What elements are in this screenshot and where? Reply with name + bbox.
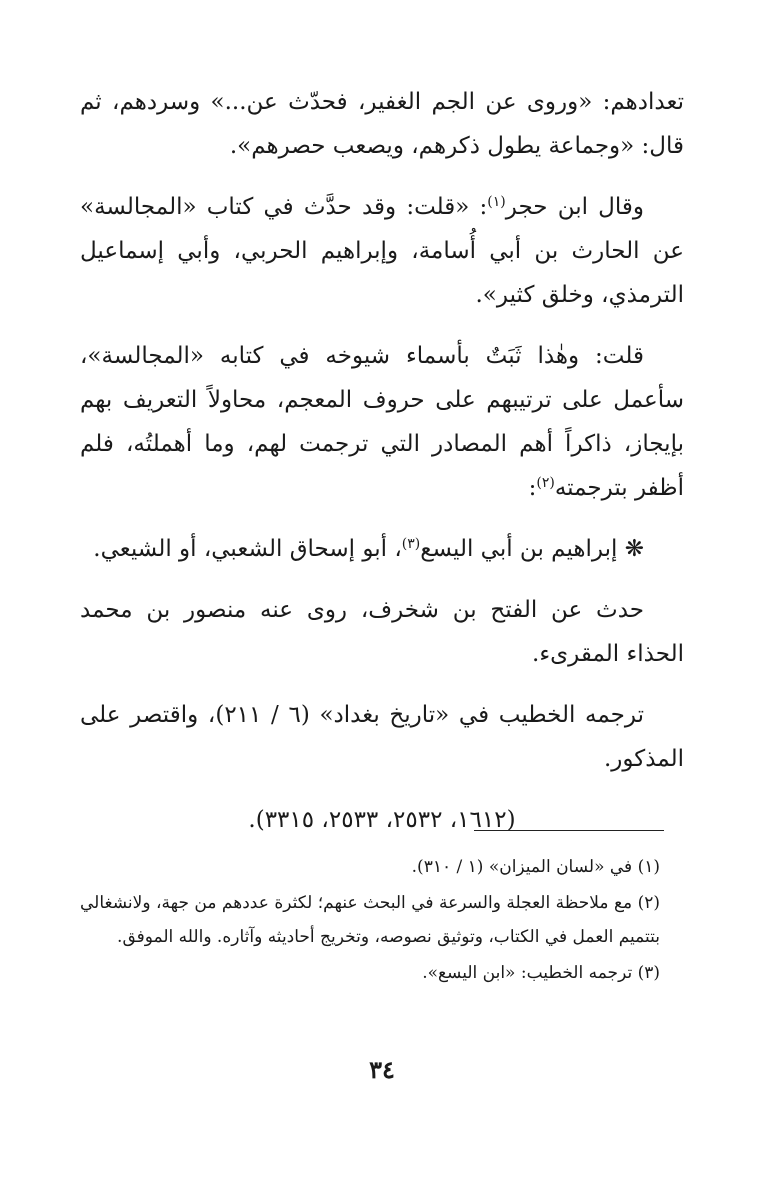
paragraph-1: تعدادهم: «وروى عن الجم الغفير، فحدّث عن...» وسردهم، ثم قال: «وجماعة يطول ذكرهم، ويصعب حصرهم». [80,89,684,159]
paragraph-3 [80,334,684,510]
entry-kunya: ، أبو إسحاق الشعبي، أو الشيعي. [93,536,402,562]
footnote-2: (٢) مع ملاحظة العجلة والسرعة في البحث عنهم؛ لكثرة عددهم من جهة، ولانشغالي بتتميم العمل في الكتاب، وتوثيق نصوصه، وتخريج أحاديثه وآثاره. والله الموفق. [80,893,660,947]
footnote-ref-2[interactable]: (٢) [536,475,555,491]
footnote-3: (٣) ترجمه الخطيب: «ابن اليسع». [422,963,660,983]
star-icon: ❋ [624,536,644,562]
paragraph-narration: حدث عن الفتح بن شخرف، روى عنه منصور بن محمد الحذاء المقرىء. [80,597,684,667]
footnote-ref-3[interactable]: (٣) [401,536,421,552]
page-number: ٣٤ [369,1055,395,1084]
paragraph-3-text: قلت: وهٰذا ثَبَتٌ بأسماء شيوخه في كتابه «المجالسة»، سأعمل على ترتيبهم على حروف المعجم، محاولاً التعريف بهم بإيجاز، ذاكراً أهم المصادر التي ترجمت لهم، وما أهملتُه، فلم أظفر بترجمته [80,343,684,501]
paragraph-2-quote: : «قلت: وقد حدَّث في كتاب «المجالسة» عن الحارث بن أبي أُسامة، وإبراهيم الحربي، وأبي إسماعيل الترمذي، وخلق كثير». [80,194,684,308]
paragraph-2-lead: وقال ابن حجر [505,194,645,220]
entry-name: إبراهيم بن أبي اليسع [420,536,618,562]
reference-numbers: (١٦١٢، ٢٥٣٢، ٢٥٣٣، ٣٣١٥). [248,807,516,833]
paragraph-source: ترجمه الخطيب في «تاريخ بغداد» (٦ / ٢١١)، واقتصر على المذكور. [80,702,684,772]
footnote-ref-1[interactable]: (١) [487,194,506,210]
footnote-divider [474,830,664,831]
paragraph-3-colon: : [528,475,537,501]
paragraph-2 [80,185,684,317]
main-text [80,80,684,859]
entry-heading [80,527,684,571]
footnotes [80,850,684,992]
footnote-1: (١) في «لسان الميزان» (١ / ٣١٠). [411,857,660,877]
